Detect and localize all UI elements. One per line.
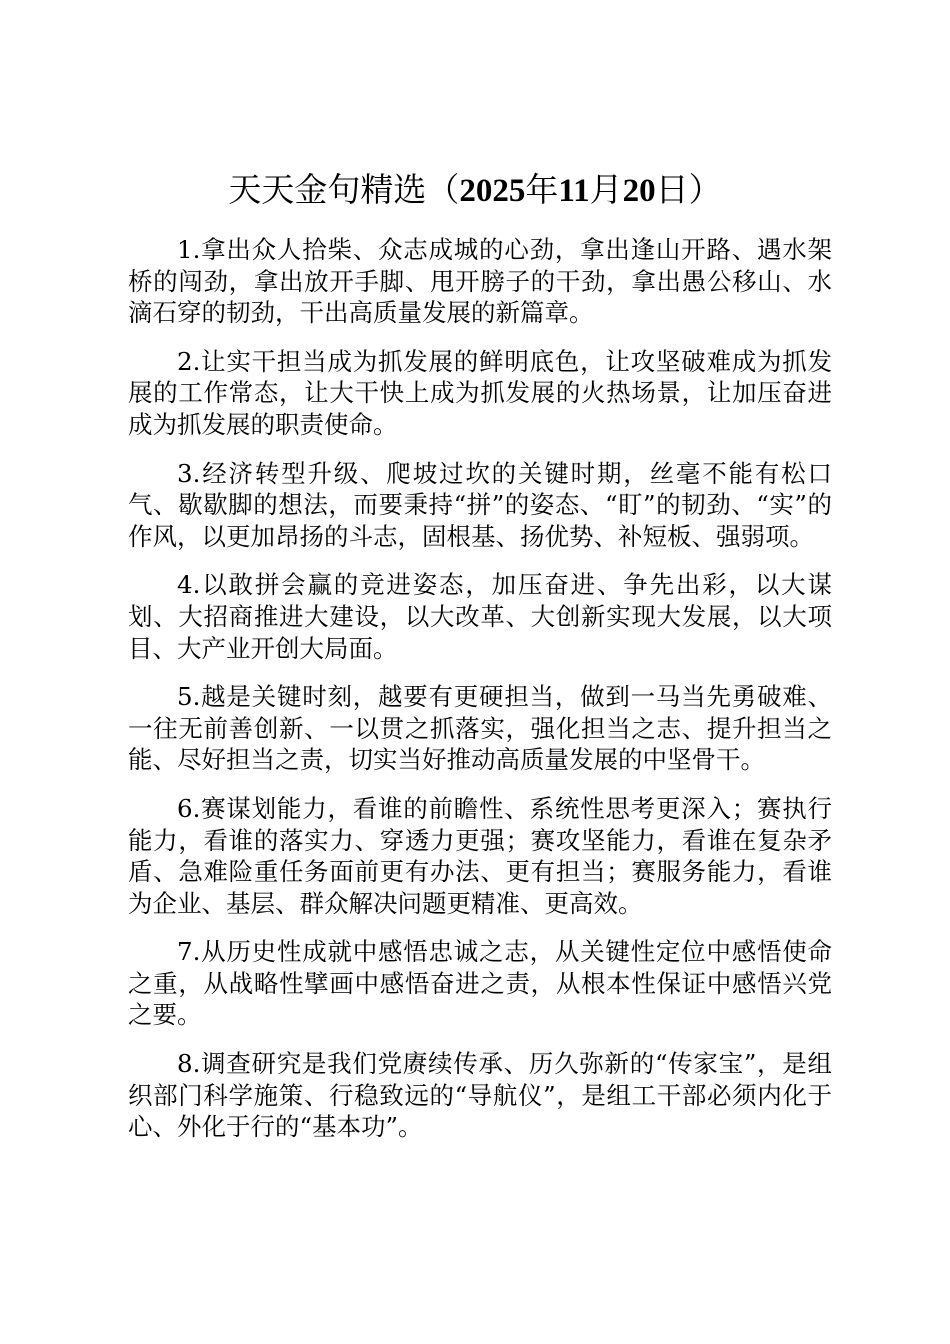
- quote-paragraph-7: 7.从历史性成就中感悟忠诚之志，从关键性定位中感悟使命之重，从战略性擘画中感悟奋进之责，从根本性保证中感悟兴党之要。: [128, 937, 832, 1030]
- quote-paragraph-1: 1.拿出众人拾柴、众志成城的心劲，拿出逢山开路、遇水架桥的闯劲，拿出放开手脚、甩开膀子的干劲，拿出愚公移山、水滴石穿的韧劲，干出高质量发展的新篇章。: [128, 235, 832, 328]
- title-year: 2025: [459, 173, 526, 209]
- title-prefix: 天天金句精选（: [228, 170, 460, 209]
- title-day: 20: [622, 173, 656, 209]
- quote-paragraph-2: 2.让实干担当成为抓发展的鲜明底色，让攻坚破难成为抓发展的工作常态，让大干快上成为抓发展的火热场景，让加压奋进成为抓发展的职责使命。: [128, 346, 832, 439]
- document-title: [0, 166, 950, 215]
- title-month-unit: 月: [589, 170, 623, 209]
- title-year-unit: 年: [525, 170, 559, 209]
- title-month: 11: [558, 173, 590, 209]
- quote-paragraph-5: 5.越是关键时刻，越要有更硬担当，做到一马当先勇破难、一往无前善创新、一以贯之抓落实，强化担当之志、提升担当之能、尽好担当之责，切实当好推动高质量发展的中坚骨干。: [128, 682, 832, 775]
- title-day-unit: 日）: [655, 170, 722, 209]
- quote-paragraph-3: 3.经济转型升级、爬坡过坎的关键时期，丝毫不能有松口气、歇歇脚的想法，而要秉持“拼”的姿态、“盯”的韧劲、“实”的作风，以更加昂扬的斗志，固根基、扬优势、补短板、强弱项。: [128, 458, 832, 551]
- quote-paragraph-4: 4.以敢拼会赢的竞进姿态，加压奋进、争先出彩，以大谋划、大招商推进大建设，以大改革、大创新实现大发展，以大项目、大产业开创大局面。: [128, 570, 832, 663]
- quote-paragraph-8: 8.调查研究是我们党赓续传承、历久弥新的“传家宝”，是组织部门科学施策、行稳致远的“导航仪”，是组工干部必须内化于心、外化于行的“基本功”。: [128, 1049, 832, 1142]
- document-body: [128, 234, 832, 1160]
- quote-paragraph-6: 6.赛谋划能力，看谁的前瞻性、系统性思考更深入；赛执行能力，看谁的落实力、穿透力更强；赛攻坚能力，看谁在复杂矛盾、急难险重任务面前更有办法、更有担当；赛服务能力，看谁为企业、基层、群众解决问题更精准、更高效。: [128, 793, 832, 918]
